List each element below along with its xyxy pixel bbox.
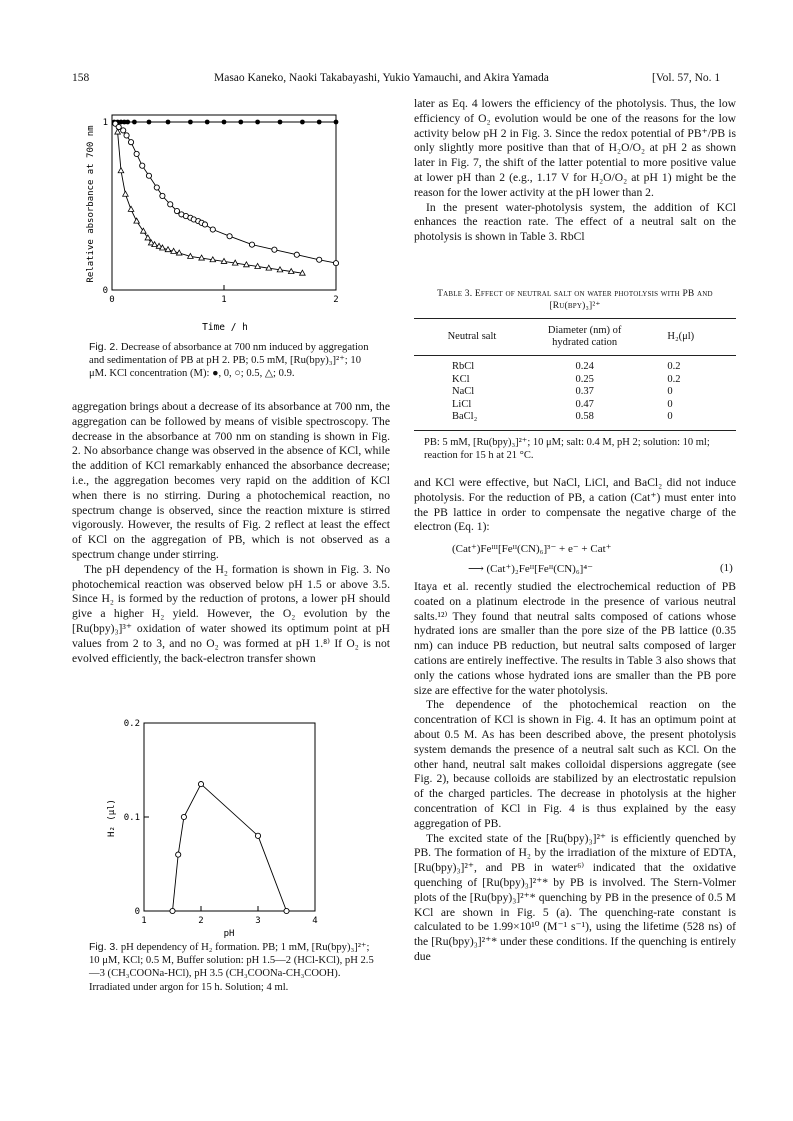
fig2-x-axis-label: Time / h bbox=[202, 322, 248, 333]
data-point bbox=[174, 208, 179, 213]
left-column-text bbox=[72, 400, 390, 666]
table-row bbox=[414, 361, 736, 374]
data-point bbox=[238, 120, 243, 125]
table-cell: LiCl bbox=[452, 398, 472, 410]
fig3-caption-label: Fig. 3. bbox=[89, 941, 119, 953]
fig3-x-axis-label: pH bbox=[223, 929, 235, 939]
fig3-caption-text: pH dependency of H₂ formation. PB; 1 mM, [Ru(bpy)₃]²⁺; 10 μM, KCl; 0.5 M, Buffer solution: pH 1.5—2 (HCl-KCl), pH 2.5—3 (CH₃COONa-HCl), pH 3.5 (CH₃COONa-CH₃COOH). Irradiated under argon for 15 h. Solution; 4 ml. bbox=[89, 942, 374, 993]
data-point bbox=[222, 120, 227, 125]
fig2-chart bbox=[70, 104, 360, 339]
data-point bbox=[170, 908, 175, 913]
fig2-caption bbox=[89, 341, 375, 381]
paragraph: The excited state of the [Ru(bpy)₃]²⁺ is efficiently quenched by PB. The formation of H₂ by the irradiation of the mixture of EDTA, [Ru(bpy)₃]²⁺, and PB in water⁶⁾ indicated that the oxidative quenching of [Ru(bpy)₃]²⁺* by PB is involved. The Stern-Volmer plots of the [Ru(bpy)₃]²⁺* quenching by PB in the presence of 0.5 M KCl are shown in Fig. 5 (a). The quenching-rate constant is calculated to be 1.99×10¹⁰ (M⁻¹ s⁻¹), using the lifetime (528 ns) of the [Ru(bpy)₃]²⁺* under these conditions. If the quenching is entirely due bbox=[414, 831, 736, 963]
data-point bbox=[134, 151, 139, 156]
x-tick-label: 4 bbox=[312, 916, 318, 926]
data-point bbox=[255, 833, 260, 838]
table-cell: RbCl bbox=[452, 361, 475, 372]
table-cell: 0.2 bbox=[667, 373, 681, 385]
data-point bbox=[249, 242, 254, 247]
table-cell: 0.37 bbox=[575, 386, 594, 398]
y-tick-label: 0.1 bbox=[123, 813, 140, 823]
running-authors: Masao Kaneko, Naoki Takabayashi, Yukio Yamauchi, and Akira Yamada bbox=[214, 72, 549, 84]
fig3-frame bbox=[144, 723, 315, 911]
data-point bbox=[123, 191, 129, 196]
series-line bbox=[115, 124, 336, 263]
paragraph: The pH dependency of the H₂ formation is shown in Fig. 3. No photochemical reaction was observed below pH 1.5 or above 3.5. Since H₂ is formed by the reduction of protons, a lower pH should give a higher H₂ yield. However, the O₂ evolution by the [Ru(bpy)₃]³⁺ oxidation of water showed its optimum point at pH values from 2 to 3, and no O₂ was formed at pH 1.⁸⁾ If O₂ is not evolved efficiently, the back-electron transfer shown bbox=[72, 562, 390, 665]
data-point bbox=[278, 120, 283, 125]
equation-line-2: ⟶ (Cat⁺)₂Feᴵᴵ[Feᴵᴵ(CN)₆]⁴⁻ bbox=[468, 563, 593, 575]
data-point bbox=[121, 128, 126, 133]
data-point bbox=[124, 133, 129, 138]
data-point bbox=[125, 120, 130, 125]
data-point bbox=[147, 120, 152, 125]
data-point bbox=[128, 206, 134, 211]
table-row bbox=[414, 386, 736, 399]
table-cell: 0.24 bbox=[575, 361, 594, 372]
paragraph: and KCl were effective, but NaCl, LiCl, and BaCl₂ did not induce photolysis. For the reduction of PB, a cation (Cat⁺) must enter into the PB lattice in order to compensate the negative charge of the electron (Eq. 1): bbox=[414, 476, 736, 534]
data-point bbox=[255, 120, 260, 125]
series-line bbox=[173, 784, 287, 911]
table-cell: 0 bbox=[667, 386, 673, 398]
x-tick-label: 2 bbox=[198, 916, 204, 926]
x-tick-label: 1 bbox=[141, 916, 147, 926]
table3-header-salt: Neutral salt bbox=[447, 331, 497, 342]
volume-info: [Vol. 57, No. 1 bbox=[652, 72, 721, 84]
data-point bbox=[146, 173, 151, 178]
data-point bbox=[284, 908, 289, 913]
data-point bbox=[176, 852, 181, 857]
data-point bbox=[168, 202, 173, 207]
y-tick-label: 0.2 bbox=[123, 719, 140, 729]
equation-line-1: (Cat⁺)Feᴵᴵᴵ[Feᴵᴵ(CN)₆]³⁻ + e⁻ + Cat⁺ bbox=[452, 543, 612, 555]
data-point bbox=[317, 257, 322, 262]
paragraph: In the present water-photolysis system, the addition of KCl enhances the reaction rate. The effect of a neutral salt on the photolysis is shown in Table 3. RbCl bbox=[414, 200, 736, 244]
page-number: 158 bbox=[72, 72, 90, 84]
data-point bbox=[181, 814, 186, 819]
data-point bbox=[198, 782, 203, 787]
fig2-caption-text: Decrease of absorbance at 700 nm induced by aggregation and sedimentation of PB at pH 2. PB; 0.5 mM, [Ru(bpy)₃]²⁺; 10 μM. KCl concentration (M): ●, 0, ○; 0.5, △; 0.9. bbox=[89, 342, 369, 380]
fig3-caption bbox=[89, 941, 375, 994]
table3-footnote: PB: 5 mM, [Ru(bpy)₃]²⁺; 10 μM; salt: 0.4 M, pH 2; solution: 10 ml; reaction for 15 h at 21 °C. bbox=[424, 436, 710, 461]
table-cell: 0 bbox=[667, 398, 673, 410]
table-row bbox=[414, 374, 736, 387]
table-cell: NaCl bbox=[452, 386, 475, 398]
x-tick-label: 0 bbox=[109, 295, 115, 305]
table3-header-h2: H₂(μl) bbox=[667, 331, 695, 342]
data-point bbox=[294, 252, 299, 257]
data-point bbox=[132, 120, 137, 125]
table-cell: 0.2 bbox=[667, 361, 681, 372]
table3-body bbox=[414, 361, 736, 424]
x-tick-label: 3 bbox=[255, 916, 261, 926]
fig2-caption-label: Fig. 2. bbox=[89, 341, 119, 353]
table3-header-diameter: Diameter (nm) of hydrated cation bbox=[547, 325, 622, 348]
data-point bbox=[188, 120, 193, 125]
x-tick-label: 1 bbox=[221, 295, 227, 305]
x-tick-label: 2 bbox=[333, 295, 339, 305]
y-tick-label: 0 bbox=[134, 907, 140, 917]
data-point bbox=[333, 261, 338, 266]
data-point bbox=[202, 222, 207, 227]
table-row bbox=[414, 399, 736, 412]
paragraph: Itaya et al. recently studied the electrochemical reduction of PB coated on a platinum electrode in the presence of various neutral salts.¹²⁾ They found that neutral salts composed of cations whose hydrated ions are smaller than the pore size of the PB lattice (0.35 nm) can induce PB reduction, but neutral salts composed of larger cations are entirely ineffective. The results in Table 3 also shows that only the cations whose hydrated ions are smaller than the PB pore size are effective for the water photolysis. bbox=[414, 580, 736, 697]
fig3-y-axis-label: H₂ (μl) bbox=[107, 799, 117, 837]
table-cell: KCl bbox=[452, 373, 470, 385]
data-point bbox=[317, 120, 322, 125]
equation-number: (1) bbox=[720, 562, 733, 574]
data-point bbox=[134, 218, 140, 223]
data-point bbox=[166, 120, 171, 125]
paragraph: later as Eq. 4 lowers the efficiency of the photolysis. Thus, the low efficiency of O₂ evolution would be one of the reasons for the low activity below pH 2 in Fig. 3. Since the redox potential of PB⁺/PB is only slightly more positive than that of H₂O/O₂ at pH 2 as shown later in Fig. 7, the shift of the latter potential to more positive value at lower pH than 2 (e.g., 1.17 V for H₂O/O₂ at pH 1) might be the reason for the lower activity at the pH lower than 2. bbox=[414, 97, 736, 199]
fig2-y-axis-label: Relative absorbance at 700 nm bbox=[86, 125, 96, 283]
paragraph: The dependence of the photochemical reaction on the concentration of KCl is shown in Fig. 4. It has an optimum point at about 0.5 M. As has been described above, the present photolysis system demands the presence of a neutral salt such as KCl. On the other hand, neutral salt makes colloidal dispersions aggregate (see Fig. 2), because colloids are stabilized by an electrostatic repulsion of the charged particles. The decrease in photolysis at the higher concentration of KCl in Fig. 4 is thus explained by the easy aggregation of PB. bbox=[414, 698, 736, 830]
table3-grid bbox=[414, 325, 736, 349]
table-cell: 0.58 bbox=[575, 411, 594, 423]
table-row bbox=[414, 411, 736, 424]
right-column-text-mid bbox=[414, 476, 736, 535]
right-column-text-top bbox=[414, 97, 736, 245]
data-point bbox=[272, 247, 277, 252]
y-tick-label: 1 bbox=[102, 118, 108, 128]
table-cell: 0.47 bbox=[575, 398, 594, 410]
y-tick-label: 0 bbox=[102, 286, 108, 296]
table3-title: Table 3. Effect of neutral salt on water photolysis with PB and [Ru(bpy)₃]²⁺ bbox=[437, 289, 713, 311]
right-column-text-bottom bbox=[414, 580, 736, 965]
data-point bbox=[128, 140, 133, 145]
data-point bbox=[205, 120, 210, 125]
data-point bbox=[116, 124, 121, 129]
data-point bbox=[227, 234, 232, 239]
data-point bbox=[300, 120, 305, 125]
data-point bbox=[140, 163, 145, 168]
data-point bbox=[154, 185, 159, 190]
data-point bbox=[334, 120, 339, 125]
table-cell: BaCl₂ bbox=[452, 411, 478, 423]
table-cell: 0 bbox=[667, 411, 673, 423]
data-point bbox=[160, 193, 165, 198]
table3-header-row bbox=[414, 325, 736, 349]
data-point bbox=[118, 168, 124, 173]
table3 bbox=[414, 288, 736, 462]
data-point bbox=[210, 227, 215, 232]
table-cell: 0.25 bbox=[575, 373, 594, 385]
paragraph: aggregation brings about a decrease of its absorbance at 700 nm, the aggregation can be followed by means of visible spectroscopy. The decrease in the absorbance at 700 nm on standing is shown in Fig. 2. No absorbance change was observed in the absence of KCl, while the addition of KCl remarkably enhanced the absorbance decrease; i.e., the aggregation becomes very rapid on the addition of KCl when there is no stirring. During a photochemical reaction, no spectrum change is observed, since the reaction mixture is stirred vigorously. However, the results of Fig. 2 reflect at least the effect of KCl on the aggregation of PB, which is not observed as a spectrum change under stirring. bbox=[72, 400, 390, 561]
fig3-chart bbox=[100, 718, 360, 940]
